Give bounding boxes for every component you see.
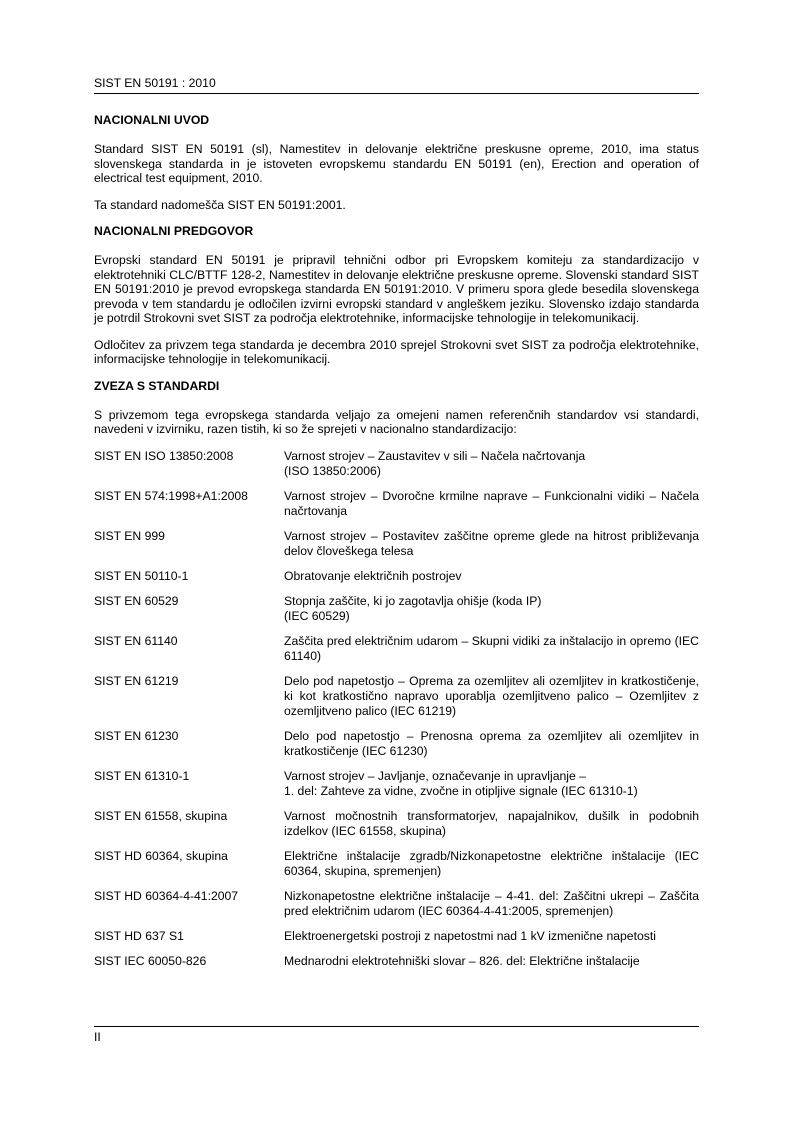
page-number: II <box>94 1030 101 1044</box>
standard-title <box>284 729 699 769</box>
table-row <box>94 889 699 929</box>
standard-title-line: Stopnja zaščite, ki jo zagotavlja ohišje (koda IP) <box>284 593 542 608</box>
standards-table <box>94 449 699 979</box>
standard-code: SIST EN 61230 <box>94 728 179 743</box>
standard-title-line: Nizkonapetostne električne inštalacije – 4-41. del: Zaščitni ukrepi – Zaščita pred električnim udarom (IEC 60364-4-41:2005, spremenjen) <box>284 888 699 918</box>
standard-code: SIST EN 61219 <box>94 673 179 688</box>
standard-title <box>284 889 699 929</box>
standard-title <box>284 449 699 489</box>
table-row <box>94 929 699 954</box>
standard-code: SIST HD 60364-4-41:2007 <box>94 888 239 903</box>
standard-title <box>284 809 699 849</box>
table-row <box>94 529 699 569</box>
standard-title <box>284 529 699 569</box>
standard-code: SIST EN 61310-1 <box>94 768 190 783</box>
uvod-paragraph-2: Ta standard nadomešča SIST EN 50191:2001. <box>94 197 346 212</box>
standard-title-line: (ISO 13850:2006) <box>284 463 381 478</box>
standard-title-line: Varnost strojev – Zaustavitev v sili – Načela načrtovanja <box>284 448 586 463</box>
document-id: SIST EN 50191 : 2010 <box>94 76 216 90</box>
standard-title <box>284 769 699 809</box>
standard-title <box>284 569 699 594</box>
standard-code: SIST EN ISO 13850:2008 <box>94 448 234 463</box>
standard-title-line: Varnost močnostnih transformatorjev, napajalnikov, dušilk in podobnih izdelkov (IEC 61558, skupina) <box>284 808 699 838</box>
page-footer <box>94 1026 699 1044</box>
standard-code: SIST EN 999 <box>94 528 165 543</box>
standard-code: SIST EN 60529 <box>94 593 179 608</box>
standard-title-line: Varnost strojev – Dvoročne krmilne naprave – Funkcionalni vidiki – Načela načrtovanja <box>284 488 699 518</box>
heading-nacionalni-predgovor: NACIONALNI PREDGOVOR <box>94 224 254 238</box>
standard-title-line: Elektroenergetski postroji z napetostmi nad 1 kV izmenične napetosti <box>284 928 656 943</box>
heading-nacionalni-uvod: NACIONALNI UVOD <box>94 113 210 127</box>
standard-title-line: Električne inštalacije zgradb/Nizkonapetostne električne inštalacije (IEC 60364, skupina, spremenjen) <box>284 848 699 878</box>
table-row <box>94 449 699 489</box>
standardi-intro: S privzemom tega evropskega standarda veljajo za omejeni namen referenčnih standardov vsi standardi, navedeni v izvirniku, razen tistih, ki so že sprejeti v nacionalno standardizacijo: <box>94 407 699 436</box>
standard-code: SIST HD 60364, skupina <box>94 848 228 863</box>
table-row <box>94 954 699 979</box>
standard-title <box>284 594 699 634</box>
standard-title <box>284 929 699 954</box>
standard-title <box>284 849 699 889</box>
standard-title <box>284 489 699 529</box>
standard-title-line: Varnost strojev – Javljanje, označevanje in upravljanje – <box>284 768 586 783</box>
standard-code: SIST EN 50110-1 <box>94 568 189 583</box>
heading-zveza-s-standardi: ZVEZA S STANDARDI <box>94 378 220 393</box>
standard-title-line: Varnost strojev – Postavitev zaščitne opreme glede na hitrost približevanja delov človeškega telesa <box>284 528 699 558</box>
table-row <box>94 569 699 594</box>
standard-title-line: Delo pod napetostjo – Prenosna oprema za ozemljitev ali ozemljitev in kratkostičenje (IEC 61230) <box>284 728 699 758</box>
page-header <box>94 76 699 94</box>
table-row <box>94 809 699 849</box>
standard-title <box>284 634 699 674</box>
predgovor-paragraph-2: Odločitev za privzem tega standarda je decembra 2010 sprejel Strokovni svet SIST za področja elektrotehnike, informacijske tehnologije in telekomunikacij. <box>94 337 699 366</box>
table-row <box>94 594 699 634</box>
standard-code: SIST IEC 60050-826 <box>94 953 207 968</box>
predgovor-paragraph-1: Evropski standard EN 50191 je pripravil tehnični odbor pri Evropskem komiteju za standardizacijo v elektrotehniki CLC/BTTF 128-2, Namestitev in delovanje električne preskusne opreme. Slovenski standard SIST EN 50191:2010 je prevod evropskega standarda EN 50191:2010. V primeru spora glede besedila slovenskega prevoda v tem standardu je odločilen izvirni evropski standard v angleškem jeziku. Slovensko izdajo standarda je potrdil Strokovni svet SIST za področja elektrotehnike, informacijske tehnologije in telekomunikacij. <box>94 253 699 325</box>
table-row <box>94 634 699 674</box>
table-row <box>94 674 699 729</box>
standard-title-line: Delo pod napetostjo – Oprema za ozemljitev ali ozemljitev in kratkostičenje, ki kot kratkostično napravo uporablja ozemljitveno palico – Ozemljitev z ozemljitveno palico (IEC 61219) <box>284 673 699 718</box>
standard-title-line: Zaščita pred električnim udarom – Skupni vidiki za inštalacijo in opremo (IEC 61140) <box>284 633 699 663</box>
standard-code: SIST EN 61140 <box>94 633 178 648</box>
table-row <box>94 849 699 889</box>
page-content <box>94 113 699 979</box>
standard-title-line: (IEC 60529) <box>284 608 350 623</box>
standard-title-line: 1. del: Zahteve za vidne, zvočne in otipljive signale (IEC 61310-1) <box>284 783 638 798</box>
standard-code: SIST EN 61558, skupina <box>94 808 228 823</box>
standard-code: SIST HD 637 S1 <box>94 928 184 943</box>
table-row <box>94 729 699 769</box>
standard-title-line: Mednarodni elektrotehniški slovar – 826. del: Električne inštalacije <box>284 953 640 968</box>
standard-title <box>284 674 699 729</box>
standard-code: SIST EN 574:1998+A1:2008 <box>94 488 248 503</box>
table-row <box>94 769 699 809</box>
table-row <box>94 489 699 529</box>
standard-title-line: Obratovanje električnih postrojev <box>284 568 462 583</box>
uvod-paragraph-1: Standard SIST EN 50191 (sl), Namestitev in delovanje električne preskusne opreme, 2010, ima status slovenskega standarda in je istoveten evropskemu standardu EN 50191 (en), Erection and operation of electrical test equipment, 2010. <box>94 142 699 185</box>
standard-title <box>284 954 699 979</box>
